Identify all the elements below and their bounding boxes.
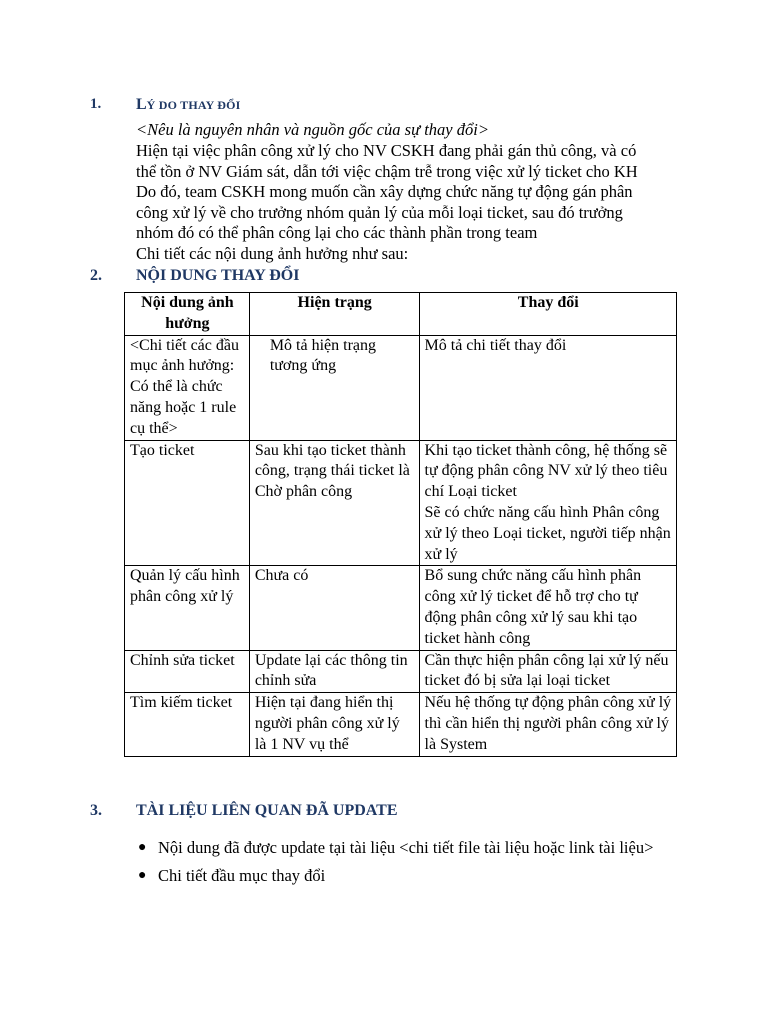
cell-affected-content: Chỉnh sửa ticket xyxy=(125,650,250,693)
cell-current-state: Sau khi tạo ticket thành công, trạng thái ticket là Chờ phân công xyxy=(249,440,419,566)
section-2-number: 2. xyxy=(90,267,102,284)
table-header-row xyxy=(125,293,677,336)
cell-current-state: Hiện tại đang hiển thị người phân công xử lý là 1 NV vụ thể xyxy=(249,693,419,756)
section-1-number: 1. xyxy=(90,96,102,112)
table-row xyxy=(125,566,677,650)
cell-affected-content: Tạo ticket xyxy=(125,440,250,566)
cell-change: Khi tạo ticket thành công, hệ thống sẽ tự động phân công NV xử lý theo tiêu chí Loại ticket Sẽ có chức năng cấu hình Phân công xử lý theo Loại ticket, người tiếp nhận xử lý xyxy=(419,440,676,566)
body-line: Chi tiết các nội dung ảnh hưởng như sau: xyxy=(136,243,409,263)
cell-current-state: Mô tả hiện trạng tương ứng xyxy=(249,335,419,440)
table-row xyxy=(125,440,677,566)
list-item-text: Nội dung đã được update tại tài liệu <chi tiết file tài liệu hoặc link tài liệu> xyxy=(158,838,654,857)
bullet-icon: ● xyxy=(138,840,147,855)
cell-current-state: Chưa có xyxy=(249,566,419,650)
table-row xyxy=(125,693,677,756)
cell-affected-content: <Chi tiết các đầu mục ảnh hưởng: Có thể là chức năng hoặc 1 rule cụ thể> xyxy=(125,335,250,440)
list-item xyxy=(136,862,676,890)
table-row xyxy=(125,335,677,440)
header-affected-content: Nội dung ảnh hưởng xyxy=(125,293,250,336)
cell-change: Nếu hệ thống tự động phân công xử lý thì cần hiển thị người phân công xử lý là System xyxy=(419,693,676,756)
cell-affected-content: Quản lý cấu hình phân công xử lý xyxy=(125,566,250,650)
header-change: Thay đổi xyxy=(419,293,676,336)
list-item-text: Chi tiết đầu mục thay đổi xyxy=(158,866,326,885)
section-1-title-rest: Ý DO THAY ĐỔI xyxy=(146,98,241,112)
section-2-title: NỘI DUNG THAY ĐỔI xyxy=(136,267,300,284)
cell-affected-content: Tìm kiếm ticket xyxy=(125,693,250,756)
section-1-title-initial: L xyxy=(136,96,147,113)
header-current-state: Hiện trạng xyxy=(249,293,419,336)
changes-table xyxy=(124,292,677,757)
list-item xyxy=(136,834,676,862)
section-1-hint: <Nêu là nguyên nhân và nguồn gốc của sự thay đổi> xyxy=(136,120,489,139)
body-line: Hiện tại việc phân công xử lý cho NV CSKH đang phải gán thủ công, và có xyxy=(136,141,637,160)
cell-change: Bổ sung chức năng cấu hình phân công xử lý ticket để hỗ trợ cho tự động phân công xử lý sau khi tạo ticket hành công xyxy=(419,566,676,650)
body-line: nhóm đó có thể phân công lại cho các thành phần trong team xyxy=(136,223,538,243)
body-line: thể tồn ở NV Giám sát, dẫn tới việc chậm trễ trong việc xử lý ticket cho KH xyxy=(136,161,638,181)
cell-current-state: Update lại các thông tin chỉnh sửa xyxy=(249,650,419,693)
body-line: Do đó, team CSKH mong muốn cần xây dựng chức năng tự động gán phân xyxy=(136,182,633,202)
section-1-body xyxy=(136,141,676,265)
related-docs-list xyxy=(136,834,676,890)
section-3-number: 3. xyxy=(90,802,102,819)
body-line: công xử lý về cho trưởng nhóm quản lý của mỗi loại ticket, sau đó trưởng xyxy=(136,202,623,222)
cell-change: Mô tả chi tiết thay đổi xyxy=(419,335,676,440)
section-1-title xyxy=(136,96,241,114)
section-3-title: TÀI LIỆU LIÊN QUAN ĐÃ UPDATE xyxy=(136,802,398,819)
table-row xyxy=(125,650,677,693)
bullet-icon: ● xyxy=(138,868,147,883)
cell-change: Cần thực hiện phân công lại xử lý nếu ticket đó bị sửa lại loại ticket xyxy=(419,650,676,693)
